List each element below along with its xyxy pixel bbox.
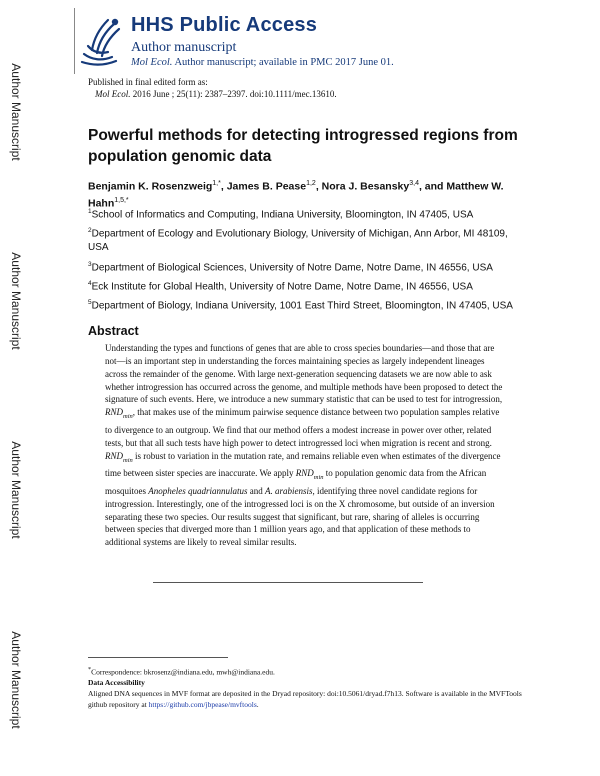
footnote-rule	[88, 657, 228, 658]
rnd-symbol: RND	[105, 407, 123, 418]
author-affil-sup: 1,2	[306, 180, 316, 187]
species-name: A. arabiensis	[265, 485, 313, 496]
data-accessibility-heading: Data Accessibility	[88, 678, 145, 687]
author-affil-sup: 1,*	[212, 180, 221, 187]
affiliation-text: Department of Biology, Indiana University, 1001 East Third Street, Bloomington, IN 47405, USA	[91, 300, 513, 312]
correspondence-mark: *	[88, 666, 92, 673]
affiliation-text: School of Informatics and Computing, Indiana University, Bloomington, IN 47405, USA	[91, 209, 474, 221]
hhs-subtitle: Author manuscript	[131, 40, 237, 55]
correspondence-text: Correspondence: bkrosenz@indiana.edu, mwh@indiana.edu.	[91, 667, 275, 677]
rnd-min-term	[105, 407, 133, 421]
affiliation-text: Department of Biological Sciences, University of Notre Dame, Notre Dame, IN 46556, USA	[91, 262, 493, 274]
citation-details: 2016 June ; 25(11): 2387–2397. doi:10.1111/mec.13610.	[132, 89, 337, 99]
sidebar-author-manuscript-3: Author Manuscript	[9, 441, 23, 539]
affiliation-number: 5	[88, 299, 92, 306]
author-affil-sup: 1,5,*	[114, 196, 129, 204]
affiliation-text: Department of Ecology and Evolutionary Biology, University of Michigan, Ann Arbor, MI 48109, USA	[88, 228, 508, 253]
affiliation	[88, 224, 528, 254]
rnd-subscript: min	[123, 413, 133, 421]
hhs-eagle-logo	[78, 16, 124, 66]
author-name: James B. Pease	[226, 180, 307, 193]
abstract-text: , identifying three novel candidate regions for introgression. Interestingly, one of the introgressed loci is on the X chromosome, but outside of an inversion separating these two species. Our results suggest that significant, but rare, sharing of alleles is occurring between species that diverged more than 1 million years ago, and that application of these methods to additional systems are likely to reveal similar results.	[105, 485, 495, 548]
sidebar-author-manuscript-2: Author Manuscript	[9, 252, 23, 350]
abstract-heading: Abstract	[88, 324, 139, 338]
rnd-symbol: RND	[105, 450, 123, 461]
hhs-availability: Author manuscript; available in PMC 2017 June 01.	[174, 57, 394, 68]
published-journal: Mol Ecol.	[95, 89, 131, 99]
author-affil-sup: 3,4	[409, 180, 419, 187]
affiliation-number: 2	[88, 227, 92, 234]
affiliation	[88, 205, 528, 222]
author-and: , and	[418, 180, 447, 193]
species-name: Anopheles quadriannulatus	[148, 485, 248, 496]
author-separator: ,	[220, 180, 227, 193]
data-accessibility-body: Aligned DNA sequences in MVF format are deposited in the Dryad repository: doi:10.5061/dryad.f7h13. Software is available in the MVFTools github repository at	[88, 689, 522, 709]
affiliation	[88, 277, 528, 294]
header-divider	[74, 8, 75, 74]
author-name: Nora J. Besansky	[321, 180, 410, 193]
affiliation-text: Eck Institute for Global Health, University of Notre Dame, Notre Dame, IN 46556, USA	[91, 281, 473, 293]
rnd-min-term	[105, 450, 133, 464]
sidebar-author-manuscript-4: Author Manuscript	[9, 631, 23, 729]
affiliation-number: 4	[88, 280, 92, 287]
affiliation-number: 3	[88, 261, 92, 268]
affiliation	[88, 258, 528, 275]
abstract-text: to population genomic data from the African mosquitoes	[105, 468, 487, 496]
hhs-journal: Mol Ecol.	[131, 57, 173, 68]
abstract-separator	[153, 582, 423, 583]
hhs-title: HHS Public Access	[131, 14, 318, 36]
data-accessibility-end: .	[256, 700, 259, 709]
data-accessibility-text	[88, 688, 528, 710]
published-citation	[95, 89, 337, 99]
abstract-text: , that makes use of the minimum pairwise sequence distance between two population samples relative to divergence to an outgroup. We find that our method offers a modest increase in power over other, related tests, but that all such tests have high power to detect introgressed loci when migration is recent and strong.	[105, 407, 500, 448]
published-label: Published in final edited form as:	[88, 77, 208, 87]
abstract-text: is robust to variation in the mutation rate, and remains reliable even when estimates of the divergence time between sister species are inaccurate. We apply	[105, 450, 501, 479]
affiliation	[88, 296, 528, 313]
mvftools-link[interactable]: https://github.com/jbpease/mvftools	[148, 700, 257, 709]
rnd-subscript: min	[123, 456, 133, 464]
rnd-min-term	[295, 468, 324, 481]
author-name: Benjamin K. Rosenzweig	[88, 180, 213, 193]
abstract-body	[105, 342, 505, 549]
hhs-availability-line	[131, 57, 394, 68]
author-separator: ,	[315, 180, 322, 193]
paper-title: Powerful methods for detecting introgressed regions from population genomic data	[88, 127, 518, 165]
correspondence-footnote	[88, 666, 275, 677]
author-name: Matthew W. Hahn	[88, 180, 504, 209]
sidebar-author-manuscript-1: Author Manuscript	[9, 63, 23, 161]
affiliation-number: 1	[88, 208, 92, 215]
abstract-text: and	[247, 485, 266, 496]
rnd-symbol: RND	[295, 468, 314, 479]
abstract-text: Understanding the types and functions of genes that are able to cross species boundaries—and those that are not—is an important step in understanding the forces maintaining species as largely independent lineages across the remainder of the genome. With large next-generation sequencing datasets we are now able to ask whether introgression has occurred across the genome, and multiple methods have been proposed to detect the signature of such events. Here, we introduce a new summary statistic that can be used to test for introgression,	[105, 343, 503, 405]
rnd-subscript: min	[313, 473, 324, 481]
